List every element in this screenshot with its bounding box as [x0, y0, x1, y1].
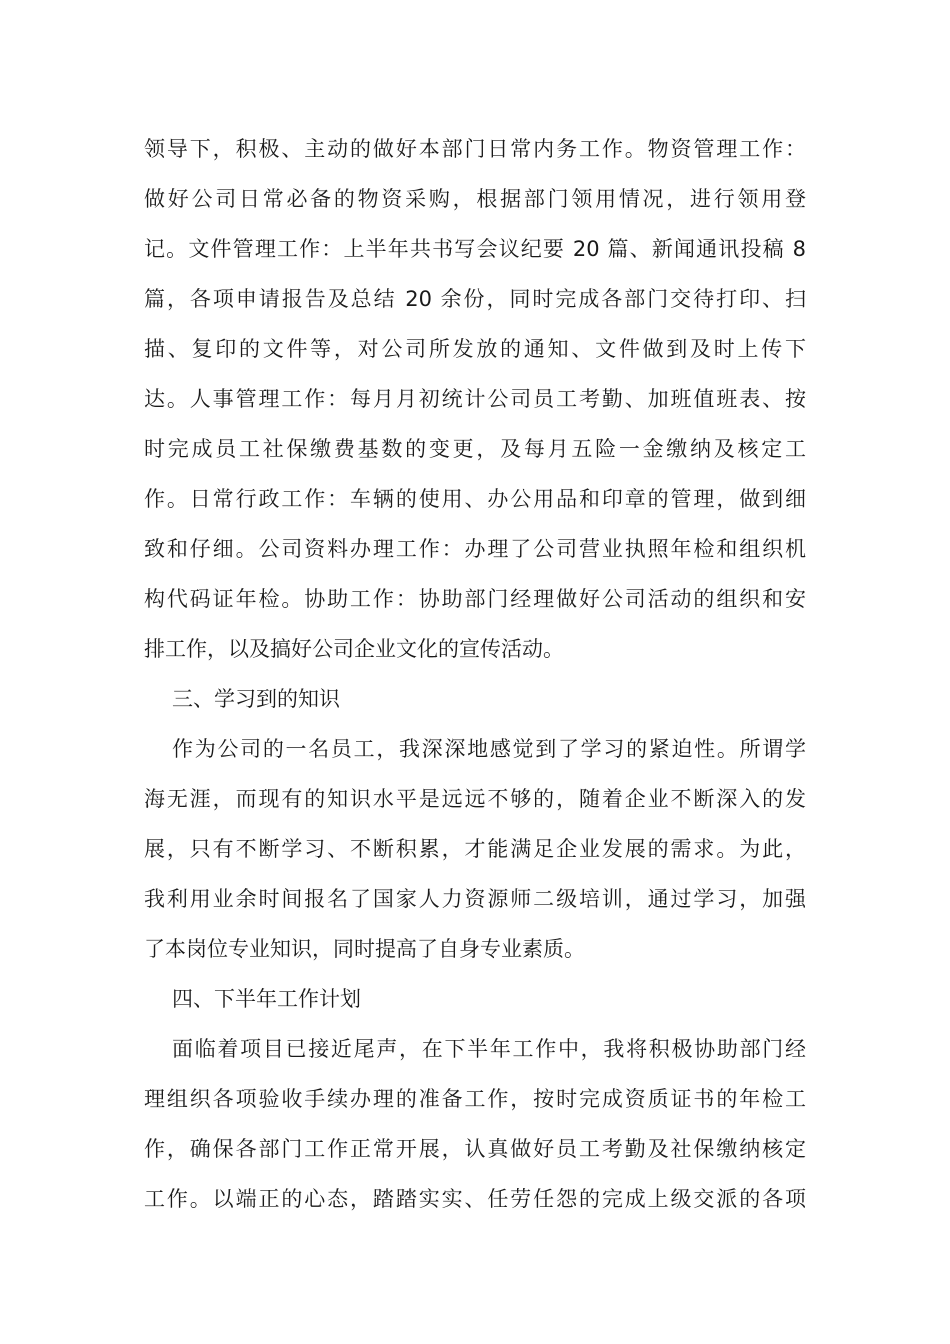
body-line: 排工作，以及搞好公司企业文化的宣传活动。: [144, 637, 564, 661]
section-heading: 三、学习到的知识: [172, 687, 340, 711]
body-line: 描、复印的文件等，对公司所发放的通知、文件做到及时上传下: [144, 337, 806, 361]
body-line: 我利用业余时间报名了国家人力资源师二级培训，通过学习，加强: [144, 887, 806, 911]
section-heading: 四、下半年工作计划: [172, 987, 361, 1011]
body-line: 展，只有不断学习、不断积累，才能满足企业发展的需求。为此，: [144, 837, 806, 861]
body-line: 构代码证年检。协助工作：协助部门经理做好公司活动的组织和安: [144, 587, 806, 611]
body-line: 做好公司日常必备的物资采购，根据部门领用情况，进行领用登: [144, 187, 806, 211]
body-line: 篇，各项申请报告及总结 20 余份，同时完成各部门交待打印、扫: [144, 287, 806, 311]
body-line: 作。日常行政工作：车辆的使用、办公用品和印章的管理，做到细: [144, 487, 806, 511]
body-line: 作，确保各部门工作正常开展，认真做好员工考勤及社保缴纳核定: [144, 1137, 806, 1161]
body-line: 作为公司的一名员工，我深深地感觉到了学习的紧迫性。所谓学: [172, 737, 806, 761]
body-line: 工作。以端正的心态，踏踏实实、任劳任怨的完成上级交派的各项: [144, 1187, 806, 1211]
body-line: 达。人事管理工作：每月月初统计公司员工考勤、加班值班表、按: [144, 387, 806, 411]
body-line: 了本岗位专业知识，同时提高了自身专业素质。: [144, 937, 585, 961]
body-line: 记。文件管理工作：上半年共书写会议纪要 20 篇、新闻通讯投稿 8: [144, 237, 806, 261]
body-line: 海无涯，而现有的知识水平是远远不够的，随着企业不断深入的发: [144, 787, 806, 811]
body-line: 面临着项目已接近尾声，在下半年工作中，我将积极协助部门经: [172, 1037, 806, 1061]
body-line: 时完成员工社保缴费基数的变更，及每月五险一金缴纳及核定工: [144, 437, 806, 461]
body-line: 领导下，积极、主动的做好本部门日常内务工作。物资管理工作：: [144, 137, 806, 161]
body-line: 致和仔细。公司资料办理工作：办理了公司营业执照年检和组织机: [144, 537, 806, 561]
body-line: 理组织各项验收手续办理的准备工作，按时完成资质证书的年检工: [144, 1087, 806, 1111]
